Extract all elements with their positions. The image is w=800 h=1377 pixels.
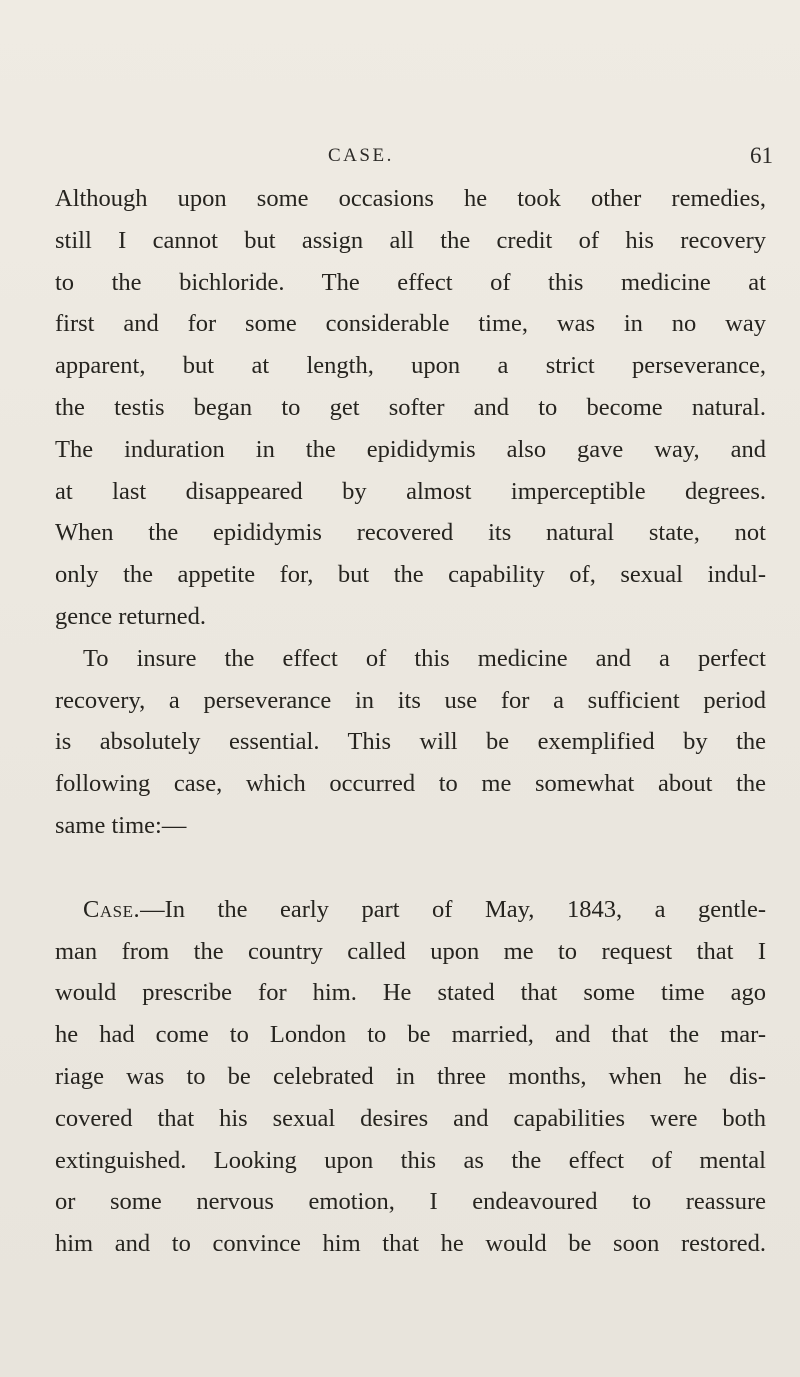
text-line: When the epididymis recovered its natural state, not xyxy=(55,519,766,547)
text-line: riage was to be celebrated in three months, when he dis- xyxy=(55,1062,766,1090)
text-line: same time:— xyxy=(55,811,187,839)
case-heading: Case. xyxy=(83,895,141,923)
text-line: man from the country called upon me to request that I xyxy=(55,937,766,965)
text-line: him and to convince him that he would be soon restored. xyxy=(55,1230,766,1258)
running-title: CASE. xyxy=(328,145,394,166)
running-head xyxy=(0,143,800,173)
text-line: is absolutely essential. This will be exemplified by the xyxy=(55,728,766,756)
paragraph-case xyxy=(55,889,766,1265)
text-line: To insure the effect of this medicine and a perfect xyxy=(83,644,766,672)
text-line: or some nervous emotion, I endeavoured to reassure xyxy=(55,1188,766,1216)
text-line: recovery, a perseverance in its use for a sufficient period xyxy=(55,686,766,714)
text-line: Although upon some occasions he took other remedies, xyxy=(55,185,766,212)
text-line: apparent, but at length, upon a strict perseverance, xyxy=(55,352,766,380)
paragraph-perseverance xyxy=(55,638,766,847)
text-line: still I cannot but assign all the credit of his recovery xyxy=(55,226,766,254)
text-line: following case, which occurred to me somewhat about the xyxy=(55,770,766,798)
text-line: only the appetite for, but the capability of, sexual indul- xyxy=(55,561,766,589)
text-line: gence returned. xyxy=(55,602,206,630)
text-line: at last disappeared by almost imperceptible degrees. xyxy=(55,477,766,505)
text-line: first and for some considerable time, was in no way xyxy=(55,310,766,338)
text-line: the testis began to get softer and to become natural. xyxy=(55,393,766,421)
paragraph-recovery xyxy=(55,178,766,638)
text-line: he had come to London to be married, and that the mar- xyxy=(55,1021,766,1049)
paragraph-spacer xyxy=(55,847,766,889)
text-line: extinguished. Looking upon this as the effect of mental xyxy=(55,1146,766,1174)
text-line: The induration in the epididymis also gave way, and xyxy=(55,435,766,463)
text-line: covered that his sexual desires and capabilities were both xyxy=(55,1104,766,1132)
text-line xyxy=(55,889,766,931)
text-line: to the bichloride. The effect of this medicine at xyxy=(55,268,766,296)
page-number: 61 xyxy=(750,143,773,168)
text-line: would prescribe for him. He stated that some time ago xyxy=(55,979,766,1007)
body-text xyxy=(55,178,766,1265)
case-opening-text: —In the early part of May, 1843, a gentle- xyxy=(140,895,766,923)
